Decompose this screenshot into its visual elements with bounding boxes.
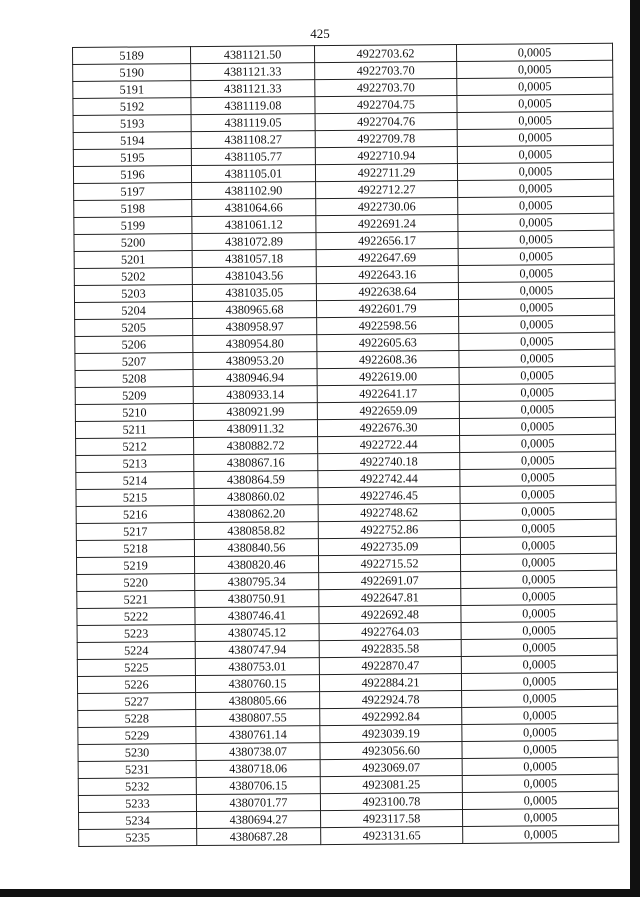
precision-cell: 0,0005 [457, 111, 613, 129]
y-coordinate-cell: 4922742.44 [318, 469, 460, 487]
precision-cell: 0,0005 [462, 706, 618, 724]
point-number-cell: 5219 [77, 557, 195, 575]
scan-edge-right [630, 0, 640, 897]
y-coordinate-cell: 4922643.16 [316, 265, 458, 283]
x-coordinate-cell: 4380958.97 [193, 318, 317, 336]
x-coordinate-cell: 4380747.94 [195, 641, 319, 659]
point-number-cell: 5228 [78, 710, 196, 728]
x-coordinate-cell: 4380718.06 [196, 760, 320, 778]
y-coordinate-cell: 4922711.29 [315, 163, 457, 181]
y-coordinate-cell: 4923039.19 [320, 724, 462, 742]
precision-cell: 0,0005 [458, 281, 614, 299]
point-number-cell: 5233 [78, 795, 196, 813]
precision-cell: 0,0005 [463, 808, 619, 826]
point-number-cell: 5230 [78, 744, 196, 762]
x-coordinate-cell: 4381057.18 [192, 250, 316, 268]
precision-cell: 0,0005 [461, 672, 617, 690]
y-coordinate-cell: 4922722.44 [318, 435, 460, 453]
precision-cell: 0,0005 [460, 434, 616, 452]
table-body [73, 43, 619, 846]
y-coordinate-cell: 4922703.62 [314, 44, 456, 62]
precision-cell: 0,0005 [462, 689, 618, 707]
y-coordinate-cell: 4922608.36 [317, 350, 459, 368]
precision-cell: 0,0005 [459, 383, 615, 401]
y-coordinate-cell: 4922601.79 [316, 299, 458, 317]
x-coordinate-cell: 4380965.68 [193, 301, 317, 319]
x-coordinate-cell: 4380706.15 [196, 777, 320, 795]
point-number-cell: 5204 [75, 302, 193, 320]
x-coordinate-cell: 4380761.14 [196, 726, 320, 744]
x-coordinate-cell: 4380867.16 [194, 454, 318, 472]
precision-cell: 0,0005 [458, 213, 614, 231]
precision-cell: 0,0005 [460, 519, 616, 537]
point-number-cell: 5226 [77, 676, 195, 694]
y-coordinate-cell: 4922659.09 [317, 401, 459, 419]
point-number-cell: 5223 [77, 625, 195, 643]
x-coordinate-cell: 4381121.33 [191, 63, 315, 81]
y-coordinate-cell: 4922598.56 [317, 316, 459, 334]
x-coordinate-cell: 4381102.90 [192, 182, 316, 200]
point-number-cell: 5221 [77, 591, 195, 609]
x-coordinate-cell: 4380933.14 [193, 386, 317, 404]
precision-cell: 0,0005 [459, 366, 615, 384]
y-coordinate-cell: 4922712.27 [316, 180, 458, 198]
x-coordinate-cell: 4380840.56 [194, 539, 318, 557]
x-coordinate-cell: 4380921.99 [193, 403, 317, 421]
y-coordinate-cell: 4922709.78 [315, 129, 457, 147]
point-number-cell: 5201 [74, 251, 192, 269]
x-coordinate-cell: 4381121.33 [191, 80, 315, 98]
precision-cell: 0,0005 [461, 604, 617, 622]
coordinates-table [72, 43, 619, 847]
y-coordinate-cell: 4922740.18 [318, 452, 460, 470]
point-number-cell: 5231 [78, 761, 196, 779]
point-number-cell: 5218 [76, 540, 194, 558]
precision-cell: 0,0005 [459, 315, 615, 333]
x-coordinate-cell: 4381105.01 [191, 165, 315, 183]
point-number-cell: 5215 [76, 489, 194, 507]
page-number: 425 [310, 26, 330, 41]
x-coordinate-cell: 4380862.20 [194, 505, 318, 523]
x-coordinate-cell: 4380954.80 [193, 335, 317, 353]
x-coordinate-cell: 4380860.02 [194, 488, 318, 506]
y-coordinate-cell: 4922641.17 [317, 384, 459, 402]
precision-cell: 0,0005 [458, 247, 614, 265]
x-coordinate-cell: 4381105.77 [191, 148, 315, 166]
precision-cell: 0,0005 [458, 230, 614, 248]
point-number-cell: 5213 [76, 455, 194, 473]
y-coordinate-cell: 4922870.47 [319, 656, 461, 674]
x-coordinate-cell: 4380745.12 [195, 624, 319, 642]
y-coordinate-cell: 4922692.48 [319, 605, 461, 623]
x-coordinate-cell: 4380750.91 [195, 590, 319, 608]
x-coordinate-cell: 4380807.55 [196, 709, 320, 727]
y-coordinate-cell: 4922619.00 [317, 367, 459, 385]
x-coordinate-cell: 4380760.15 [195, 675, 319, 693]
x-coordinate-cell: 4380946.94 [193, 369, 317, 387]
point-number-cell: 5211 [75, 421, 193, 439]
point-number-cell: 5207 [75, 353, 193, 371]
point-number-cell: 5190 [73, 64, 191, 82]
y-coordinate-cell: 4922691.24 [316, 214, 458, 232]
x-coordinate-cell: 4380687.28 [197, 828, 321, 846]
precision-cell: 0,0005 [461, 638, 617, 656]
point-number-cell: 5235 [79, 829, 197, 847]
y-coordinate-cell: 4922710.94 [315, 146, 457, 164]
y-coordinate-cell: 4923131.65 [321, 826, 463, 844]
x-coordinate-cell: 4380795.34 [195, 573, 319, 591]
y-coordinate-cell: 4922605.63 [317, 333, 459, 351]
x-coordinate-cell: 4381121.50 [191, 46, 315, 64]
point-number-cell: 5193 [73, 115, 191, 133]
precision-cell: 0,0005 [459, 417, 615, 435]
y-coordinate-cell: 4923100.78 [320, 792, 462, 810]
x-coordinate-cell: 4380911.32 [193, 420, 317, 438]
precision-cell: 0,0005 [457, 145, 613, 163]
point-number-cell: 5224 [77, 642, 195, 660]
y-coordinate-cell: 4923117.58 [321, 809, 463, 827]
x-coordinate-cell: 4380694.27 [197, 811, 321, 829]
x-coordinate-cell: 4380746.41 [195, 607, 319, 625]
y-coordinate-cell: 4922715.52 [319, 554, 461, 572]
y-coordinate-cell: 4923069.07 [320, 758, 462, 776]
point-number-cell: 5212 [76, 438, 194, 456]
y-coordinate-cell: 4922704.76 [315, 112, 457, 130]
x-coordinate-cell: 4380738.07 [196, 743, 320, 761]
y-coordinate-cell: 4923056.60 [320, 741, 462, 759]
x-coordinate-cell: 4380953.20 [193, 352, 317, 370]
point-number-cell: 5205 [75, 319, 193, 337]
point-number-cell: 5209 [75, 387, 193, 405]
precision-cell: 0,0005 [459, 400, 615, 418]
point-number-cell: 5214 [76, 472, 194, 490]
x-coordinate-cell: 4380753.01 [195, 658, 319, 676]
coordinates-table-container [72, 43, 616, 847]
y-coordinate-cell: 4923081.25 [320, 775, 462, 793]
precision-cell: 0,0005 [459, 349, 615, 367]
point-number-cell: 5234 [79, 812, 197, 830]
precision-cell: 0,0005 [461, 587, 617, 605]
point-number-cell: 5195 [73, 149, 191, 167]
point-number-cell: 5203 [74, 285, 192, 303]
x-coordinate-cell: 4380820.46 [195, 556, 319, 574]
y-coordinate-cell: 4922676.30 [317, 418, 459, 436]
y-coordinate-cell: 4922638.64 [316, 282, 458, 300]
x-coordinate-cell: 4381064.66 [192, 199, 316, 217]
y-coordinate-cell: 4922647.81 [319, 588, 461, 606]
y-coordinate-cell: 4922730.06 [316, 197, 458, 215]
point-number-cell: 5232 [78, 778, 196, 796]
y-coordinate-cell: 4922691.07 [319, 571, 461, 589]
point-number-cell: 5194 [73, 132, 191, 150]
precision-cell: 0,0005 [462, 791, 618, 809]
x-coordinate-cell: 4380864.59 [194, 471, 318, 489]
x-coordinate-cell: 4380882.72 [194, 437, 318, 455]
precision-cell: 0,0005 [460, 536, 616, 554]
precision-cell: 0,0005 [461, 621, 617, 639]
y-coordinate-cell: 4922924.78 [320, 690, 462, 708]
precision-cell: 0,0005 [462, 723, 618, 741]
point-number-cell: 5222 [77, 608, 195, 626]
x-coordinate-cell: 4381043.56 [192, 267, 316, 285]
point-number-cell: 5206 [75, 336, 193, 354]
precision-cell: 0,0005 [460, 502, 616, 520]
point-number-cell: 5200 [74, 234, 192, 252]
y-coordinate-cell: 4922764.03 [319, 622, 461, 640]
y-coordinate-cell: 4922835.58 [319, 639, 461, 657]
precision-cell: 0,0005 [457, 128, 613, 146]
precision-cell: 0,0005 [460, 451, 616, 469]
x-coordinate-cell: 4381119.05 [191, 114, 315, 132]
precision-cell: 0,0005 [460, 553, 616, 571]
x-coordinate-cell: 4381108.27 [191, 131, 315, 149]
point-number-cell: 5196 [73, 166, 191, 184]
precision-cell: 0,0005 [458, 298, 614, 316]
point-number-cell: 5208 [75, 370, 193, 388]
precision-cell: 0,0005 [462, 740, 618, 758]
precision-cell: 0,0005 [463, 825, 619, 843]
precision-cell: 0,0005 [460, 468, 616, 486]
precision-cell: 0,0005 [457, 60, 613, 78]
precision-cell: 0,0005 [460, 485, 616, 503]
precision-cell: 0,0005 [459, 332, 615, 350]
point-number-cell: 5197 [74, 183, 192, 201]
y-coordinate-cell: 4922884.21 [319, 673, 461, 691]
precision-cell: 0,0005 [457, 94, 613, 112]
table-row [79, 825, 619, 846]
precision-cell: 0,0005 [462, 774, 618, 792]
point-number-cell: 5202 [74, 268, 192, 286]
point-number-cell: 5189 [73, 47, 191, 65]
precision-cell: 0,0005 [457, 162, 613, 180]
point-number-cell: 5198 [74, 200, 192, 218]
y-coordinate-cell: 4922992.84 [320, 707, 462, 725]
precision-cell: 0,0005 [461, 655, 617, 673]
y-coordinate-cell: 4922656.17 [316, 231, 458, 249]
point-number-cell: 5229 [78, 727, 196, 745]
point-number-cell: 5225 [77, 659, 195, 677]
point-number-cell: 5199 [74, 217, 192, 235]
precision-cell: 0,0005 [461, 570, 617, 588]
point-number-cell: 5216 [76, 506, 194, 524]
point-number-cell: 5191 [73, 81, 191, 99]
x-coordinate-cell: 4381072.89 [192, 233, 316, 251]
x-coordinate-cell: 4381035.05 [192, 284, 316, 302]
y-coordinate-cell: 4922703.70 [315, 61, 457, 79]
x-coordinate-cell: 4380858.82 [194, 522, 318, 540]
x-coordinate-cell: 4381119.08 [191, 97, 315, 115]
y-coordinate-cell: 4922704.75 [315, 95, 457, 113]
point-number-cell: 5210 [75, 404, 193, 422]
precision-cell: 0,0005 [456, 43, 612, 61]
y-coordinate-cell: 4922748.62 [318, 503, 460, 521]
point-number-cell: 5217 [76, 523, 194, 541]
y-coordinate-cell: 4922735.09 [318, 537, 460, 555]
x-coordinate-cell: 4381061.12 [192, 216, 316, 234]
precision-cell: 0,0005 [462, 757, 618, 775]
y-coordinate-cell: 4922746.45 [318, 486, 460, 504]
y-coordinate-cell: 4922752.86 [318, 520, 460, 538]
precision-cell: 0,0005 [458, 179, 614, 197]
precision-cell: 0,0005 [458, 264, 614, 282]
precision-cell: 0,0005 [457, 77, 613, 95]
precision-cell: 0,0005 [458, 196, 614, 214]
y-coordinate-cell: 4922647.69 [316, 248, 458, 266]
x-coordinate-cell: 4380701.77 [196, 794, 320, 812]
point-number-cell: 5192 [73, 98, 191, 116]
y-coordinate-cell: 4922703.70 [315, 78, 457, 96]
point-number-cell: 5227 [78, 693, 196, 711]
point-number-cell: 5220 [77, 574, 195, 592]
scan-edge-bottom [0, 889, 640, 897]
x-coordinate-cell: 4380805.66 [196, 692, 320, 710]
